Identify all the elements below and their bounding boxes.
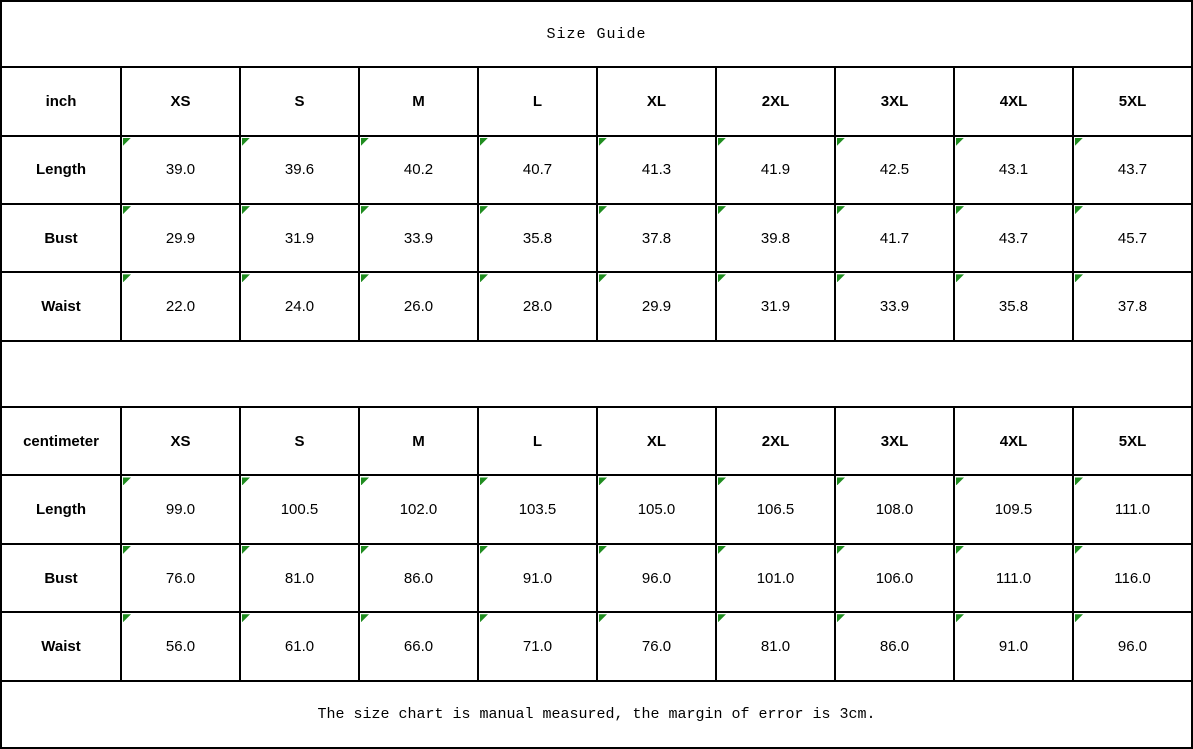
size-header-text: XL bbox=[646, 432, 667, 450]
green-corner-flag-icon bbox=[599, 274, 607, 282]
size-header-text: 5XL bbox=[1118, 432, 1147, 450]
spacer-cell bbox=[1, 341, 1192, 407]
size-value: 41.9 bbox=[760, 161, 791, 179]
green-corner-flag-icon bbox=[242, 206, 250, 214]
page-title bbox=[1, 1, 1192, 67]
size-value: 35.8 bbox=[522, 229, 553, 247]
size-value-cell bbox=[835, 612, 954, 680]
footer-note bbox=[1, 681, 1192, 748]
size-value-cell bbox=[716, 204, 835, 272]
measure-row-label bbox=[1, 612, 121, 680]
size-value-cell bbox=[121, 272, 240, 340]
size-value-cell bbox=[716, 136, 835, 204]
size-value: 108.0 bbox=[875, 501, 914, 519]
size-header-text: 3XL bbox=[880, 432, 909, 450]
measure-row-label bbox=[1, 475, 121, 543]
green-corner-flag-icon bbox=[956, 206, 964, 214]
size-column-header-4xl bbox=[954, 67, 1073, 135]
unit-header-centimeter bbox=[1, 407, 121, 475]
size-header-text: L bbox=[532, 432, 543, 450]
spacer-row bbox=[1, 341, 1192, 407]
green-corner-flag-icon bbox=[837, 614, 845, 622]
table-row-inch-waist bbox=[1, 272, 1192, 340]
green-corner-flag-icon bbox=[718, 614, 726, 622]
size-value-cell bbox=[359, 475, 478, 543]
size-value-cell bbox=[954, 272, 1073, 340]
size-header-text: 4XL bbox=[999, 93, 1028, 111]
size-value: 56.0 bbox=[165, 637, 196, 655]
size-value-cell bbox=[954, 544, 1073, 612]
size-value-cell bbox=[478, 136, 597, 204]
size-value-cell bbox=[478, 544, 597, 612]
green-corner-flag-icon bbox=[123, 274, 131, 282]
size-value: 106.0 bbox=[875, 569, 914, 587]
green-corner-flag-icon bbox=[361, 138, 369, 146]
size-value-cell bbox=[478, 272, 597, 340]
size-value-cell bbox=[1073, 204, 1192, 272]
size-value: 41.3 bbox=[641, 161, 672, 179]
size-value: 43.7 bbox=[1117, 161, 1148, 179]
size-value-cell bbox=[240, 475, 359, 543]
size-value: 33.9 bbox=[403, 229, 434, 247]
green-corner-flag-icon bbox=[361, 546, 369, 554]
size-value-cell bbox=[1073, 612, 1192, 680]
size-value: 39.6 bbox=[284, 161, 315, 179]
green-corner-flag-icon bbox=[1075, 138, 1083, 146]
size-value: 100.5 bbox=[280, 501, 319, 519]
size-value: 99.0 bbox=[165, 501, 196, 519]
size-value: 31.9 bbox=[284, 229, 315, 247]
row-label-text: Length bbox=[36, 501, 86, 519]
size-header-text: M bbox=[412, 93, 425, 111]
green-corner-flag-icon bbox=[1075, 274, 1083, 282]
size-value: 42.5 bbox=[879, 161, 910, 179]
size-value-cell bbox=[835, 475, 954, 543]
green-corner-flag-icon bbox=[599, 206, 607, 214]
size-column-header-3xl bbox=[835, 67, 954, 135]
row-label-text: Waist bbox=[41, 298, 81, 316]
size-value-cell bbox=[121, 475, 240, 543]
size-value: 40.7 bbox=[522, 161, 553, 179]
size-value-cell bbox=[1073, 544, 1192, 612]
green-corner-flag-icon bbox=[242, 614, 250, 622]
size-header-text: 5XL bbox=[1118, 93, 1147, 111]
size-value-cell bbox=[240, 272, 359, 340]
size-value: 22.0 bbox=[165, 298, 196, 316]
size-header-text: 3XL bbox=[880, 93, 909, 111]
green-corner-flag-icon bbox=[599, 138, 607, 146]
size-value-cell bbox=[954, 475, 1073, 543]
size-value-cell bbox=[597, 475, 716, 543]
size-value-cell bbox=[1073, 272, 1192, 340]
size-value: 96.0 bbox=[641, 569, 672, 587]
size-value-cell bbox=[121, 544, 240, 612]
size-value: 91.0 bbox=[998, 637, 1029, 655]
green-corner-flag-icon bbox=[718, 274, 726, 282]
centimeter-header-row bbox=[1, 407, 1192, 475]
size-value: 102.0 bbox=[399, 501, 438, 519]
size-header-text: M bbox=[412, 432, 425, 450]
size-value-cell bbox=[240, 544, 359, 612]
size-value-cell bbox=[359, 136, 478, 204]
size-value-cell bbox=[835, 204, 954, 272]
size-value: 105.0 bbox=[637, 501, 676, 519]
size-column-header-s bbox=[240, 67, 359, 135]
size-header-text: XL bbox=[646, 93, 667, 111]
size-value: 24.0 bbox=[284, 298, 315, 316]
row-label-text: Waist bbox=[41, 637, 81, 655]
size-value: 41.7 bbox=[879, 229, 910, 247]
size-value: 29.9 bbox=[165, 229, 196, 247]
size-value: 91.0 bbox=[522, 569, 553, 587]
measure-row-label bbox=[1, 136, 121, 204]
size-value: 29.9 bbox=[641, 298, 672, 316]
size-value-cell bbox=[121, 136, 240, 204]
size-header-text: 4XL bbox=[999, 432, 1028, 450]
size-value-cell bbox=[1073, 475, 1192, 543]
size-value: 109.5 bbox=[994, 501, 1033, 519]
green-corner-flag-icon bbox=[361, 274, 369, 282]
green-corner-flag-icon bbox=[956, 138, 964, 146]
table-row-inch-length bbox=[1, 136, 1192, 204]
size-header-text: L bbox=[532, 93, 543, 111]
green-corner-flag-icon bbox=[1075, 614, 1083, 622]
green-corner-flag-icon bbox=[361, 614, 369, 622]
size-value-cell bbox=[597, 612, 716, 680]
green-corner-flag-icon bbox=[123, 138, 131, 146]
green-corner-flag-icon bbox=[1075, 206, 1083, 214]
footer-row bbox=[1, 681, 1192, 748]
green-corner-flag-icon bbox=[599, 614, 607, 622]
unit-label-text: inch bbox=[45, 93, 77, 111]
size-column-header-xs bbox=[121, 67, 240, 135]
size-value: 71.0 bbox=[522, 637, 553, 655]
size-value: 28.0 bbox=[522, 298, 553, 316]
size-value-cell bbox=[240, 136, 359, 204]
table-row-cm-waist bbox=[1, 612, 1192, 680]
size-value: 76.0 bbox=[165, 569, 196, 587]
size-header-text: XS bbox=[170, 93, 191, 111]
size-column-header-m bbox=[359, 407, 478, 475]
inch-header-row bbox=[1, 67, 1192, 135]
footer-note-text: The size chart is manual measured, the margin of error is 3cm. bbox=[317, 705, 876, 723]
green-corner-flag-icon bbox=[1075, 477, 1083, 485]
size-value-cell bbox=[478, 475, 597, 543]
unit-label-text: centimeter bbox=[23, 432, 99, 450]
green-corner-flag-icon bbox=[599, 546, 607, 554]
green-corner-flag-icon bbox=[480, 546, 488, 554]
size-column-header-xl bbox=[597, 407, 716, 475]
green-corner-flag-icon bbox=[361, 477, 369, 485]
size-value-cell bbox=[597, 136, 716, 204]
green-corner-flag-icon bbox=[718, 138, 726, 146]
size-column-header-xs bbox=[121, 407, 240, 475]
size-value-cell bbox=[359, 612, 478, 680]
size-value-cell bbox=[954, 612, 1073, 680]
green-corner-flag-icon bbox=[718, 546, 726, 554]
row-label-text: Length bbox=[36, 161, 86, 179]
size-value: 111.0 bbox=[995, 569, 1032, 587]
size-value: 111.0 bbox=[1114, 501, 1151, 519]
size-value: 61.0 bbox=[284, 637, 315, 655]
green-corner-flag-icon bbox=[361, 206, 369, 214]
size-column-header-5xl bbox=[1073, 407, 1192, 475]
size-value-cell bbox=[240, 612, 359, 680]
size-value-cell bbox=[716, 272, 835, 340]
size-column-header-2xl bbox=[716, 407, 835, 475]
size-value-cell bbox=[478, 204, 597, 272]
size-column-header-l bbox=[478, 67, 597, 135]
green-corner-flag-icon bbox=[837, 546, 845, 554]
unit-header-inch bbox=[1, 67, 121, 135]
size-value: 86.0 bbox=[879, 637, 910, 655]
size-column-header-xl bbox=[597, 67, 716, 135]
green-corner-flag-icon bbox=[480, 138, 488, 146]
size-value: 31.9 bbox=[760, 298, 791, 316]
size-value: 66.0 bbox=[403, 637, 434, 655]
size-value: 76.0 bbox=[641, 637, 672, 655]
green-corner-flag-icon bbox=[837, 138, 845, 146]
green-corner-flag-icon bbox=[480, 206, 488, 214]
size-value: 37.8 bbox=[641, 229, 672, 247]
green-corner-flag-icon bbox=[718, 477, 726, 485]
size-value-cell bbox=[835, 544, 954, 612]
green-corner-flag-icon bbox=[837, 274, 845, 282]
green-corner-flag-icon bbox=[242, 477, 250, 485]
size-value: 37.8 bbox=[1117, 298, 1148, 316]
table-row-inch-bust bbox=[1, 204, 1192, 272]
size-header-text: 2XL bbox=[761, 432, 790, 450]
green-corner-flag-icon bbox=[956, 274, 964, 282]
green-corner-flag-icon bbox=[242, 274, 250, 282]
size-value-cell bbox=[835, 136, 954, 204]
size-value: 40.2 bbox=[403, 161, 434, 179]
green-corner-flag-icon bbox=[123, 614, 131, 622]
row-label-text: Bust bbox=[44, 229, 78, 247]
measure-row-label bbox=[1, 272, 121, 340]
size-value-cell bbox=[716, 612, 835, 680]
size-value-cell bbox=[597, 544, 716, 612]
size-value-cell bbox=[597, 204, 716, 272]
table-row-cm-length bbox=[1, 475, 1192, 543]
size-value-cell bbox=[597, 272, 716, 340]
size-value: 35.8 bbox=[998, 298, 1029, 316]
size-header-text: S bbox=[294, 93, 305, 111]
size-value: 39.8 bbox=[760, 229, 791, 247]
size-column-header-l bbox=[478, 407, 597, 475]
measure-row-label bbox=[1, 544, 121, 612]
size-column-header-3xl bbox=[835, 407, 954, 475]
green-corner-flag-icon bbox=[956, 477, 964, 485]
size-column-header-5xl bbox=[1073, 67, 1192, 135]
size-value-cell bbox=[716, 544, 835, 612]
green-corner-flag-icon bbox=[837, 477, 845, 485]
green-corner-flag-icon bbox=[480, 274, 488, 282]
measure-row-label bbox=[1, 204, 121, 272]
size-header-text: 2XL bbox=[761, 93, 790, 111]
size-value: 106.5 bbox=[756, 501, 795, 519]
page-title-text: Size Guide bbox=[546, 25, 647, 43]
size-value-cell bbox=[478, 612, 597, 680]
size-value-cell bbox=[1073, 136, 1192, 204]
green-corner-flag-icon bbox=[480, 614, 488, 622]
green-corner-flag-icon bbox=[480, 477, 488, 485]
size-value: 45.7 bbox=[1117, 229, 1148, 247]
size-value: 33.9 bbox=[879, 298, 910, 316]
size-column-header-2xl bbox=[716, 67, 835, 135]
green-corner-flag-icon bbox=[123, 477, 131, 485]
green-corner-flag-icon bbox=[242, 138, 250, 146]
size-value: 81.0 bbox=[760, 637, 791, 655]
size-value-cell bbox=[954, 204, 1073, 272]
size-value-cell bbox=[716, 475, 835, 543]
size-value: 43.1 bbox=[998, 161, 1029, 179]
size-value: 103.5 bbox=[518, 501, 557, 519]
green-corner-flag-icon bbox=[1075, 546, 1083, 554]
size-value-cell bbox=[359, 204, 478, 272]
table-row-cm-bust bbox=[1, 544, 1192, 612]
green-corner-flag-icon bbox=[242, 546, 250, 554]
size-value: 96.0 bbox=[1117, 637, 1148, 655]
size-value: 39.0 bbox=[165, 161, 196, 179]
size-column-header-s bbox=[240, 407, 359, 475]
size-value-cell bbox=[121, 204, 240, 272]
size-value-cell bbox=[121, 612, 240, 680]
size-header-text: XS bbox=[170, 432, 191, 450]
size-header-text: S bbox=[294, 432, 305, 450]
size-value: 116.0 bbox=[1114, 569, 1151, 587]
row-label-text: Bust bbox=[44, 569, 78, 587]
size-value: 81.0 bbox=[284, 569, 315, 587]
green-corner-flag-icon bbox=[837, 206, 845, 214]
size-value-cell bbox=[359, 544, 478, 612]
title-row bbox=[1, 1, 1192, 67]
size-value: 101.0 bbox=[756, 569, 795, 587]
green-corner-flag-icon bbox=[956, 546, 964, 554]
green-corner-flag-icon bbox=[718, 206, 726, 214]
size-value-cell bbox=[954, 136, 1073, 204]
green-corner-flag-icon bbox=[599, 477, 607, 485]
size-column-header-4xl bbox=[954, 407, 1073, 475]
green-corner-flag-icon bbox=[956, 614, 964, 622]
size-value-cell bbox=[359, 272, 478, 340]
size-column-header-m bbox=[359, 67, 478, 135]
size-value-cell bbox=[835, 272, 954, 340]
size-value: 43.7 bbox=[998, 229, 1029, 247]
size-value: 26.0 bbox=[403, 298, 434, 316]
green-corner-flag-icon bbox=[123, 546, 131, 554]
size-value-cell bbox=[240, 204, 359, 272]
size-value: 86.0 bbox=[403, 569, 434, 587]
green-corner-flag-icon bbox=[123, 206, 131, 214]
